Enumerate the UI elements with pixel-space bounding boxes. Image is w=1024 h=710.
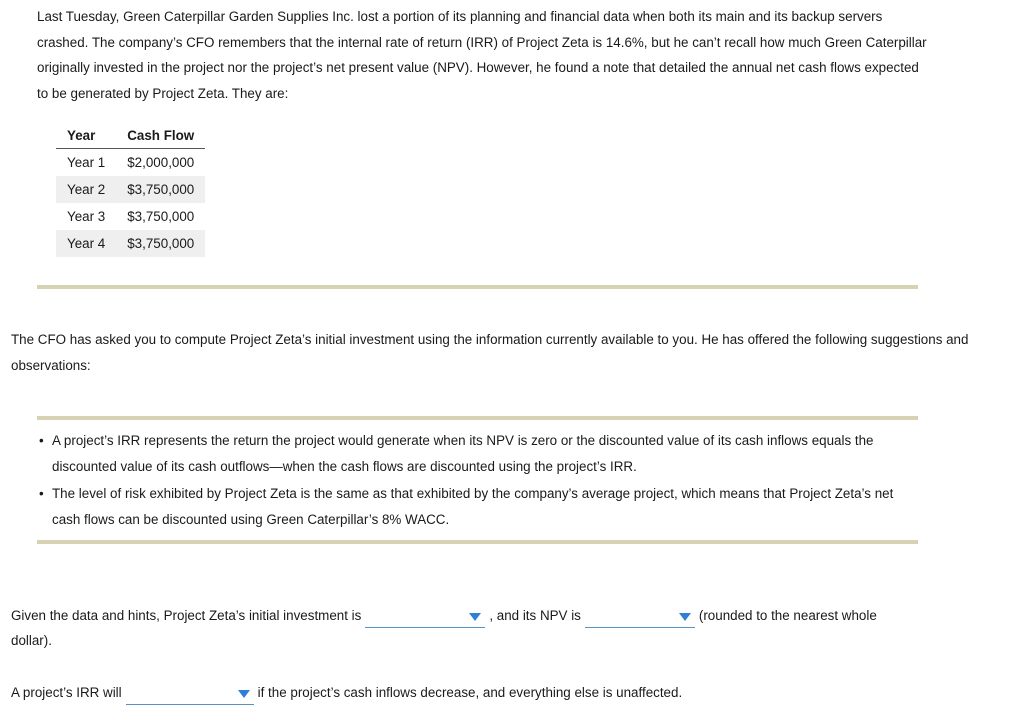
table-header-row xyxy=(56,123,205,149)
question-1-text-4: dollar). xyxy=(11,633,52,648)
question-1-line xyxy=(11,603,877,628)
cash-flow-cell: $3,750,000 xyxy=(116,176,205,203)
table-row xyxy=(56,203,205,230)
question-1-text-2: , and its NPV is xyxy=(489,608,581,623)
cash-flow-cell: $2,000,000 xyxy=(127,155,195,170)
initial-investment-dropdown[interactable] xyxy=(365,607,485,628)
cash-flow-cell: $3,750,000 xyxy=(116,230,205,257)
hint-text: The level of risk exhibited by Project Zeta is the same as that exhibited by the company’s average project, which means that Project Zeta’s net cash flows can be discounted using Green Caterpillar’s 8% WACC. xyxy=(52,486,894,527)
question-1-text: Given the data and hints, Project Zeta’s initial investment is xyxy=(11,608,362,623)
irr-change-dropdown[interactable] xyxy=(126,684,254,705)
npv-dropdown[interactable] xyxy=(585,607,695,628)
dropdown-arrow-icon[interactable] xyxy=(238,690,250,698)
year-cell: Year 4 xyxy=(56,230,116,257)
question-2-text: A project’s IRR will xyxy=(11,685,122,700)
table-row xyxy=(56,149,205,177)
cash-flow-cell: $3,750,000 xyxy=(127,209,195,224)
cash-flow-header: Cash Flow xyxy=(116,123,205,149)
hints-list xyxy=(37,428,907,534)
question-1-line-2 xyxy=(11,628,52,653)
year-header: Year xyxy=(56,123,116,149)
bullet-icon: • xyxy=(39,433,44,448)
table-row xyxy=(56,176,205,203)
question-2-line xyxy=(11,680,682,705)
dropdown-arrow-icon[interactable] xyxy=(469,613,481,621)
cash-flow-table xyxy=(56,123,205,257)
instructions-paragraph: The CFO has asked you to compute Project Zeta’s initial investment using the information currently available to you. He has offered the following suggestions and observations: xyxy=(11,332,969,373)
section-divider xyxy=(37,416,918,420)
bullet-icon: • xyxy=(39,486,44,501)
list-item xyxy=(37,481,907,533)
question-2-text-2: if the project’s cash inflows decrease, and everything else is unaffected. xyxy=(257,685,683,700)
intro-paragraph: Last Tuesday, Green Caterpillar Garden Supplies Inc. lost a portion of its planning and financial data when both its main and its backup servers crashed. The company’s CFO remembers that the internal rate of return (IRR) of Project Zeta is 14.6%, but he can’t recall how much Green Caterpillar originally invested in the project nor the project’s net present value (NPV). However, he found a note that detailed the annual net cash flows expected to be generated by Project Zeta. They are: xyxy=(37,9,927,101)
list-item xyxy=(37,428,907,480)
year-cell: Year 2 xyxy=(56,176,116,203)
table-row xyxy=(56,230,205,257)
section-divider xyxy=(37,540,918,544)
section-divider xyxy=(37,285,918,289)
year-cell: Year 1 xyxy=(67,155,106,170)
question-1-text-3: (rounded to the nearest whole xyxy=(698,608,877,623)
dropdown-arrow-icon[interactable] xyxy=(679,613,691,621)
hint-text: A project’s IRR represents the return the project would generate when its NPV is zero or the discounted value of its cash inflows equals the discounted value of its cash outflows—when the cash flows are discounted using the project’s IRR. xyxy=(52,433,874,474)
year-cell: Year 3 xyxy=(67,209,106,224)
